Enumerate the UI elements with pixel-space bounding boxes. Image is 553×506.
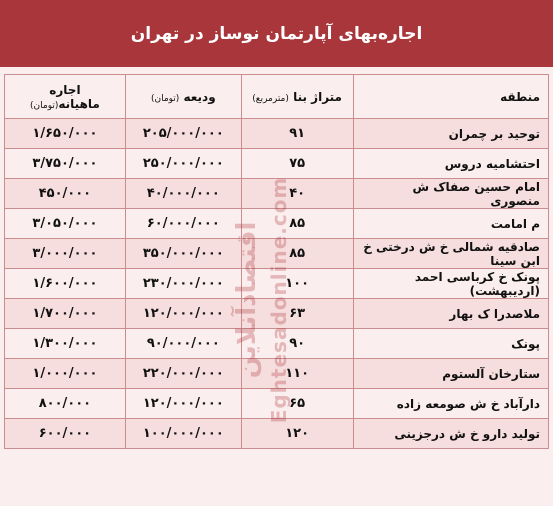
cell-rent: ۱/۷۰۰/۰۰۰	[5, 299, 126, 329]
watermark-en: Eghtesadonline.com	[266, 176, 291, 424]
cell-rent: ۳/۰۰۰/۰۰۰	[5, 239, 126, 269]
cell-deposit: ۲۳۰/۰۰۰/۰۰۰	[125, 269, 241, 299]
header-deposit-unit: (تومان)	[150, 93, 180, 104]
cell-size: ۷۵	[241, 149, 353, 179]
cell-deposit: ۹۰/۰۰۰/۰۰۰	[125, 329, 241, 359]
cell-rent: ۱/۳۰۰/۰۰۰	[5, 329, 126, 359]
table-row	[5, 389, 549, 419]
cell-deposit: ۲۰۵/۰۰۰/۰۰۰	[125, 119, 241, 149]
table-row	[5, 269, 549, 299]
cell-area: توحید بر چمران	[353, 119, 549, 149]
cell-rent: ۸۰۰/۰۰۰	[5, 389, 126, 419]
cell-area: م امامت	[353, 209, 549, 239]
cell-area: امام حسین صفاک ش منصوری	[353, 179, 549, 209]
cell-size: ۶۳	[241, 299, 353, 329]
cell-area: پونک خ کرباسی احمد (اردیبهشت)	[353, 269, 549, 299]
table-row	[5, 149, 549, 179]
table-row	[5, 179, 549, 209]
table-row	[5, 329, 549, 359]
header-rent: اجاره ماهیانه(تومان)	[5, 75, 126, 119]
cell-size: ۹۰	[241, 329, 353, 359]
cell-rent: ۳/۷۵۰/۰۰۰	[5, 149, 126, 179]
title-bar	[0, 0, 553, 67]
table-row	[5, 299, 549, 329]
table-row	[5, 209, 549, 239]
cell-deposit: ۳۵۰/۰۰۰/۰۰۰	[125, 239, 241, 269]
cell-area: دارآباد خ ش صومعه زاده	[353, 389, 549, 419]
table-row	[5, 419, 549, 449]
table-row	[5, 239, 549, 269]
cell-deposit: ۶۰/۰۰۰/۰۰۰	[125, 209, 241, 239]
header-area: منطقه	[353, 75, 549, 119]
table-row	[5, 119, 549, 149]
page-title: اجاره‌بهای آپارتمان نوساز در تهران	[130, 23, 423, 44]
cell-deposit: ۱۲۰/۰۰۰/۰۰۰	[125, 389, 241, 419]
cell-size: ۸۵	[241, 239, 353, 269]
cell-rent: ۴۵۰/۰۰۰	[5, 179, 126, 209]
table-header-row	[5, 75, 549, 119]
header-rent-unit: (تومان)	[30, 100, 59, 111]
cell-area: احتشامیه دروس	[353, 149, 549, 179]
cell-area: صادقیه شمالی خ ش درختی خ ابن سینا	[353, 239, 549, 269]
cell-deposit: ۴۰/۰۰۰/۰۰۰	[125, 179, 241, 209]
header-size: متراژ بنا (مترمربع)	[241, 75, 353, 119]
cell-size: ۹۱	[241, 119, 353, 149]
cell-area: ملاصدرا ک بهار	[353, 299, 549, 329]
cell-area: پونک	[353, 329, 549, 359]
cell-deposit: ۲۲۰/۰۰۰/۰۰۰	[125, 359, 241, 389]
rent-table	[4, 74, 549, 449]
cell-size: ۶۵	[241, 389, 353, 419]
cell-rent: ۱/۶۵۰/۰۰۰	[5, 119, 126, 149]
header-deposit: ودیعه (تومان)	[125, 75, 241, 119]
cell-rent: ۳/۰۵۰/۰۰۰	[5, 209, 126, 239]
cell-rent: ۱/۰۰۰/۰۰۰	[5, 359, 126, 389]
table-row	[5, 359, 549, 389]
cell-area: تولید دارو خ ش درجزینی	[353, 419, 549, 449]
cell-size: ۱۲۰	[241, 419, 353, 449]
cell-size: ۱۱۰	[241, 359, 353, 389]
cell-area: ستارخان آلستوم	[353, 359, 549, 389]
cell-size: ۸۵	[241, 209, 353, 239]
cell-rent: ۱/۶۰۰/۰۰۰	[5, 269, 126, 299]
cell-size: ۴۰	[241, 179, 353, 209]
cell-size: ۱۰۰	[241, 269, 353, 299]
cell-rent: ۶۰۰/۰۰۰	[5, 419, 126, 449]
cell-deposit: ۱۲۰/۰۰۰/۰۰۰	[125, 299, 241, 329]
cell-deposit: ۲۵۰/۰۰۰/۰۰۰	[125, 149, 241, 179]
header-size-unit: (مترمربع)	[252, 93, 289, 104]
cell-deposit: ۱۰۰/۰۰۰/۰۰۰	[125, 419, 241, 449]
watermark-fa: اقتصادآنلاین	[232, 221, 262, 379]
